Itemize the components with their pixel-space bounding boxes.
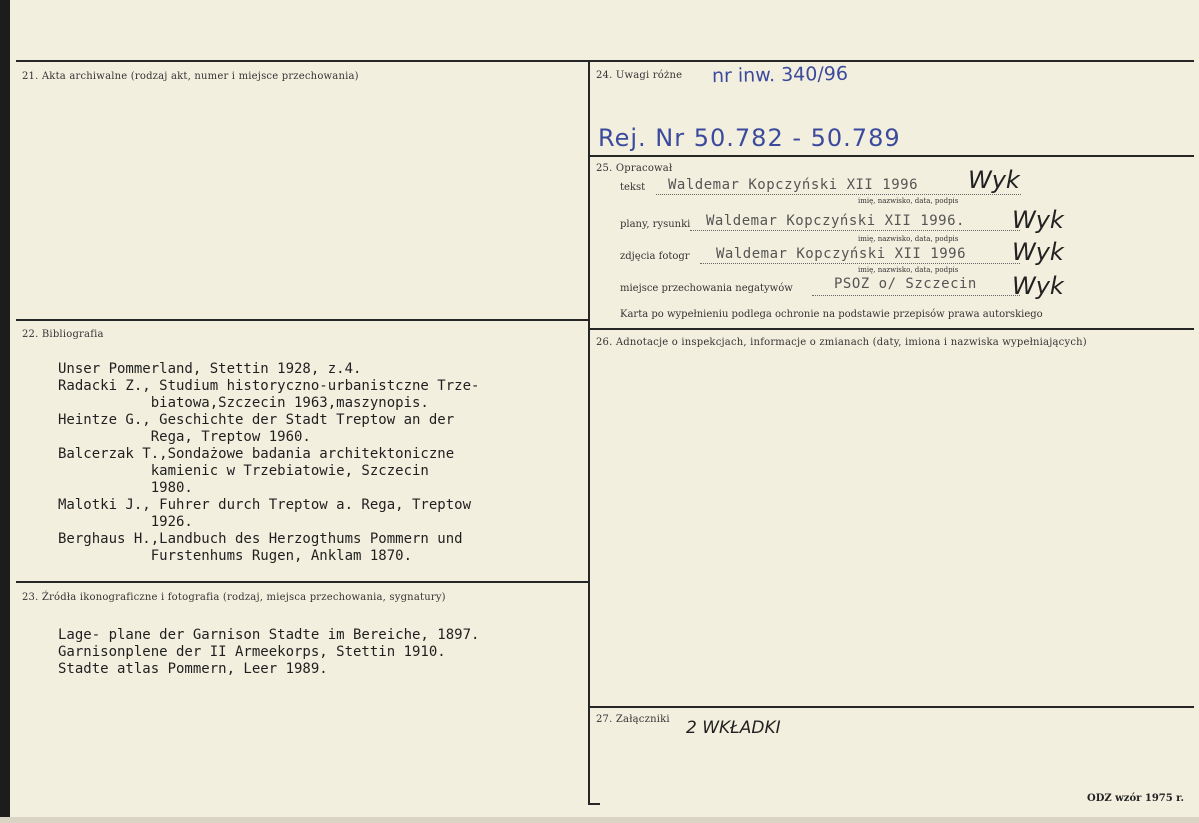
row-line-negatives [812,295,1020,296]
form-version-footer: ODZ wzór 1975 r. [1087,793,1185,804]
row-caption-text: imię, nazwisko, data, podpis [858,197,959,205]
right-divider-26-27 [588,706,1194,708]
signature-negatives: Wyk [1012,272,1064,300]
left-divider-21-22 [16,319,588,321]
section-22-label: 22. Bibliografia [22,329,104,340]
section-26-label: 26. Adnotacje o inspekcjach, informacje o zmianach (daty, imiona i nazwiska wypełniających) [596,337,1087,348]
section-25-label: 25. Opracował [596,163,673,174]
bibliography-line: Radacki Z., Studium historyczno-urbanistczne Trze- [58,378,480,394]
bibliography-line: 1980. [58,480,193,496]
bibliography-line: 1926. [58,514,193,530]
iconography-line: Stadte atlas Pommern, Leer 1989. [58,661,328,677]
scan-edge-left [0,0,10,823]
row-line-text [656,194,1021,195]
row-label-plans: plany, rysunki [620,219,691,230]
bibliography-line: Rega, Treptow 1960. [58,429,311,445]
bibliography-line: kamienic w Trzebiatowie, Szczecin [58,463,429,479]
row-value-plans: Waldemar Kopczyński XII 1996. [706,213,965,229]
signature-text: Wyk [968,166,1020,194]
row-label-text: tekst [620,182,646,193]
right-divider-25-26 [588,328,1194,330]
right-divider-24-25 [588,155,1194,157]
iconography-line: Lage- plane der Garnison Stadte im Bereiche, 1897. [58,627,480,643]
scan-edge-bottom [0,817,1199,823]
row-value-text: Waldemar Kopczyński XII 1996 [668,177,919,193]
row-caption-photos: imię, nazwisko, data, podpis [858,266,959,274]
inventory-number-handwriting: nr inw. 340/96 [711,62,849,88]
section-24-label: 24. Uwagi różne [596,70,683,81]
bibliography-line: Furstenhums Rugen, Anklam 1870. [58,548,413,564]
bibliography-line: Berghaus H.,Landbuch des Herzogthums Pommern und [58,531,463,547]
iconography-line: Garnisonplene der II Armeekorps, Stettin 1910. [58,644,446,660]
row-line-photos [700,263,1020,264]
top-border-line [16,60,1194,62]
row-caption-plans: imię, nazwisko, data, podpis [858,235,959,243]
left-divider-22-23 [16,581,588,583]
bibliography-line: biatowa,Szczecin 1963,maszynopis. [58,395,429,411]
attachments-handwriting: 2 WKŁADKI [686,718,781,738]
row-label-negatives: miejsce przechowania negatywów [620,283,793,294]
registry-number-handwriting: Rej. Nr 50.782 - 50.789 [598,124,901,152]
row-label-photos: zdjęcia fotogr [620,251,690,262]
copyright-notice: Karta po wypełnieniu podlega ochronie na podstawie przepisów prawa autorskiego [620,309,1043,320]
bibliography-line: Heintze G., Geschichte der Stadt Treptow an der [58,412,455,428]
section-21-label: 21. Akta archiwalne (rodzaj akt, numer i miejsce przechowania) [22,71,359,82]
signature-photos: Wyk [1012,238,1064,266]
iconography-list [58,627,479,678]
bibliography-line: Balcerzak T.,Sondażowe badania architektoniczne [58,446,455,462]
section-23-label: 23. Źródła ikonograficzne i fotografia (rodzaj, miejsca przechowania, sygnatury) [22,592,446,603]
bibliography-list [58,361,479,565]
right-bottom-line [588,803,600,805]
center-divider-line [588,60,590,805]
row-line-plans [690,230,1020,231]
row-value-photos: Waldemar Kopczyński XII 1996 [716,246,967,262]
bibliography-line: Malotki J., Fuhrer durch Treptow a. Rega, Treptow [58,497,472,513]
signature-plans: Wyk [1012,206,1064,234]
bibliography-line: Unser Pommerland, Stettin 1928, z.4. [58,361,362,377]
row-value-negatives: PSOZ o/ Szczecin [834,276,977,292]
section-27-label: 27. Załączniki [596,714,670,725]
